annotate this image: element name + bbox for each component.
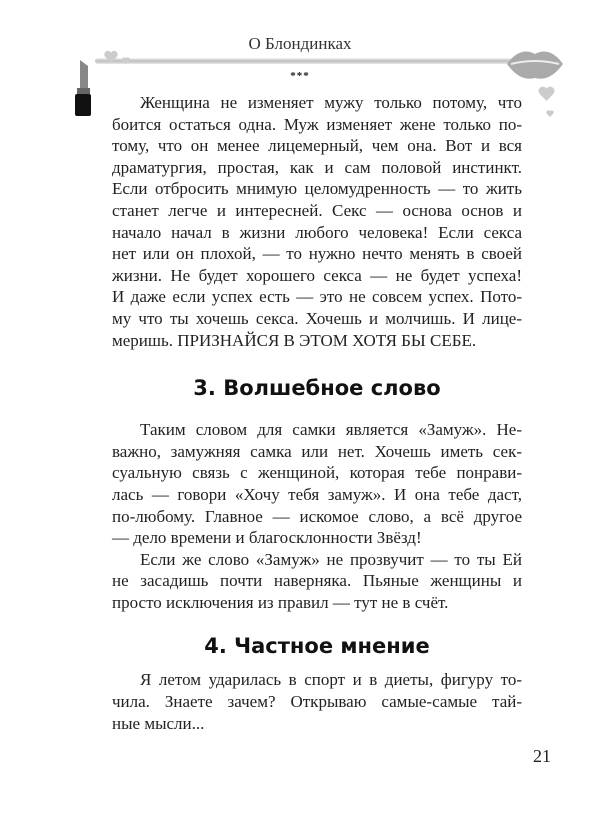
text-line: меришь. ПРИЗНАЙСЯ В ЭТОМ ХОТЯ БЫ СЕБЕ.	[112, 330, 477, 350]
text-line: му что ты хочешь секса. Хочешь и молчишь. И лице-	[112, 308, 522, 328]
paragraph	[112, 92, 522, 351]
text-line: не засадишь почти наверняка. Пьяные женщины и	[112, 571, 522, 591]
section-separator: ***	[290, 70, 310, 82]
text-line: Я летом ударилась в спорт и в диеты, фигуру то-	[140, 670, 522, 690]
text-line: начало начал в жизни любого человека! Если секса	[112, 222, 522, 242]
text-line: жизни. Не будет хорошего секса — не будет успеха!	[112, 265, 522, 285]
text-line: чила. Знаете зачем? Открываю самые-самые тай-	[112, 692, 522, 712]
text-line: станет легче и интересней. Секс — основа основ и	[112, 200, 522, 220]
heart-icon	[104, 50, 118, 63]
text-line: лась — говори «Хочу тебя замуж». И она тебе даст,	[112, 484, 522, 504]
text-line: Если же слово «Замуж» не прозвучит — то ты Ей	[140, 549, 522, 569]
heart-icon	[538, 86, 555, 101]
section-heading: 4. Частное мнение	[204, 634, 430, 659]
text-line: драматургия, простая, как и сам половой инстинкт.	[112, 157, 522, 177]
page-number: 21	[533, 746, 551, 766]
text-line: просто исключения из правил — тут не в счёт.	[112, 592, 449, 612]
section-heading: 3. Волшебное слово	[193, 376, 441, 401]
text-line: нет или он плохой, — то нужно нечто менять в своей	[112, 244, 522, 264]
text-line: ные мысли...	[112, 713, 205, 733]
heart-icon	[122, 57, 130, 64]
paragraph	[112, 669, 522, 734]
text-line: Женщина не изменяет мужу только потому, что	[140, 93, 522, 112]
heart-icon	[546, 110, 554, 117]
text-line: боится остаться одна. Муж изменяет жене только по-	[112, 114, 522, 134]
text-line: И даже если успех есть — это не совсем успех. Пото-	[112, 287, 522, 307]
header-divider	[95, 58, 515, 64]
page-body	[112, 92, 522, 734]
paragraph	[112, 419, 522, 613]
text-line: суальную связь с женщиной, которая тебе понрави-	[112, 463, 522, 483]
text-line: по-любому. Главное — искомое слово, а всё другое	[112, 506, 522, 526]
text-line: Если отбросить мнимую целомудренность — то жить	[112, 179, 522, 199]
text-line: — дело времени и благосклонности Звёзд!	[112, 528, 422, 548]
text-line: важно, замужняя самка или нет. Хочешь иметь сек-	[112, 441, 522, 461]
text-line: тому, что он менее лицемерный, чем она. Вот и вся	[112, 136, 522, 156]
text-line: Таким словом для самки является «Замуж». Не-	[140, 420, 522, 440]
running-title: О Блондинках	[248, 34, 352, 53]
lipstick-icon	[72, 58, 94, 118]
